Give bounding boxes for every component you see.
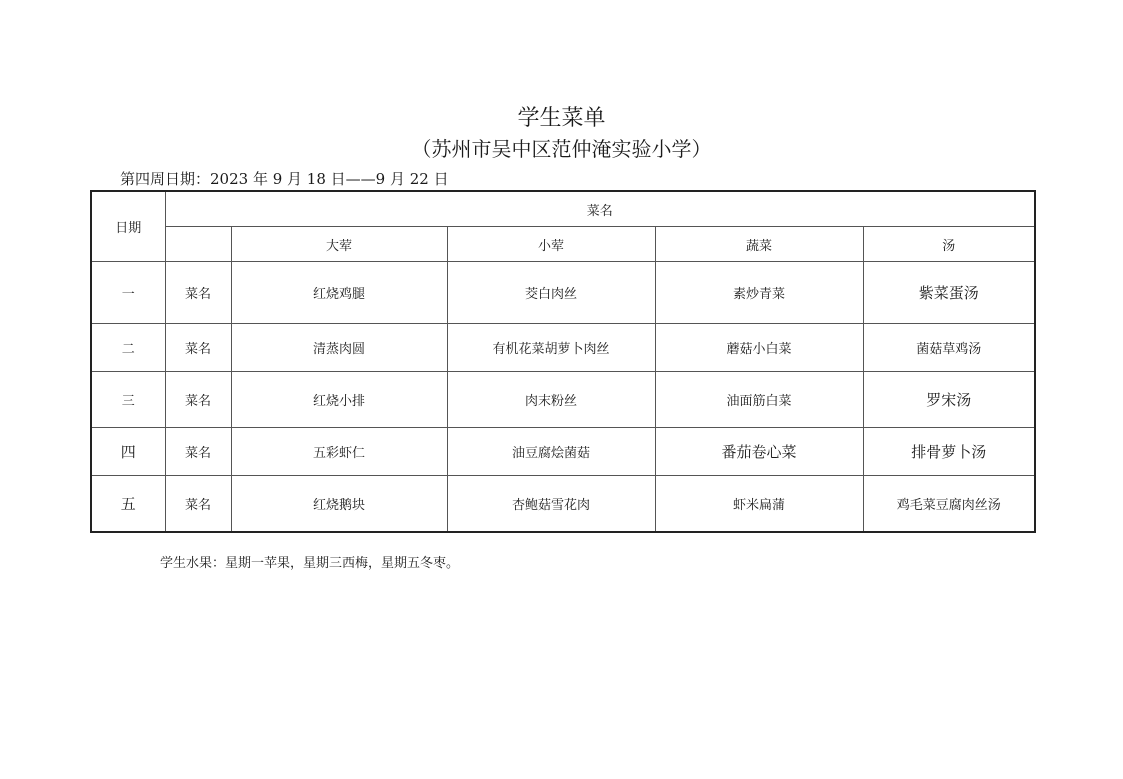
vegetable-cell: 蘑菇小白菜 — [655, 324, 863, 372]
blank-header-cell — [165, 227, 231, 262]
row-label: 菜名 — [165, 428, 231, 476]
main-meat-cell: 红烧鸡腿 — [231, 262, 447, 324]
column-header-vegetable: 蔬菜 — [655, 227, 863, 262]
row-label: 菜名 — [165, 262, 231, 324]
day-cell: 五 — [91, 476, 165, 532]
table-row — [91, 262, 1035, 324]
page-title: 学生菜单 — [517, 106, 606, 131]
table-row — [91, 324, 1035, 372]
menu-table — [90, 190, 1036, 533]
row-label: 菜名 — [165, 372, 231, 428]
soup-cell: 罗宋汤 — [863, 372, 1035, 428]
day-cell: 三 — [91, 372, 165, 428]
vegetable-cell: 油面筋白菜 — [655, 372, 863, 428]
side-meat-cell: 茭白肉丝 — [447, 262, 655, 324]
header-row-columns — [91, 227, 1035, 262]
side-meat-cell: 油豆腐烩菌菇 — [447, 428, 655, 476]
date-header: 日期 — [91, 191, 165, 262]
school-subtitle: （苏州市吴中区范仲淹实验小学） — [411, 137, 712, 161]
vegetable-cell: 虾米扁蒲 — [655, 476, 863, 532]
soup-cell: 排骨萝卜汤 — [863, 428, 1035, 476]
table-row — [91, 428, 1035, 476]
row-label: 菜名 — [165, 476, 231, 532]
table-row — [91, 476, 1035, 532]
fruit-note: 学生水果：星期一苹果，星期三西梅，星期五冬枣。 — [160, 556, 460, 571]
side-meat-cell: 杏鲍菇雪花肉 — [447, 476, 655, 532]
column-header-soup: 汤 — [863, 227, 1035, 262]
side-meat-cell: 肉末粉丝 — [447, 372, 655, 428]
day-cell: 四 — [91, 428, 165, 476]
vegetable-cell: 番茄卷心菜 — [655, 428, 863, 476]
row-label: 菜名 — [165, 324, 231, 372]
week-date-range: 第四周日期：2023 年 9 月 18 日——9 月 22 日 — [120, 170, 449, 188]
main-meat-cell: 红烧小排 — [231, 372, 447, 428]
day-cell: 一 — [91, 262, 165, 324]
column-header-main-meat: 大荤 — [231, 227, 447, 262]
table-row — [91, 372, 1035, 428]
soup-cell: 紫菜蛋汤 — [863, 262, 1035, 324]
main-meat-cell: 清蒸肉圆 — [231, 324, 447, 372]
main-meat-cell: 五彩虾仁 — [231, 428, 447, 476]
vegetable-cell: 素炒青菜 — [655, 262, 863, 324]
soup-cell: 鸡毛菜豆腐肉丝汤 — [863, 476, 1035, 532]
main-meat-cell: 红烧鹅块 — [231, 476, 447, 532]
day-cell: 二 — [91, 324, 165, 372]
dish-header: 菜名 — [165, 191, 1035, 227]
side-meat-cell: 有机花菜胡萝卜肉丝 — [447, 324, 655, 372]
header-row-top — [91, 191, 1035, 227]
soup-cell: 菌菇草鸡汤 — [863, 324, 1035, 372]
column-header-side-meat: 小荤 — [447, 227, 655, 262]
